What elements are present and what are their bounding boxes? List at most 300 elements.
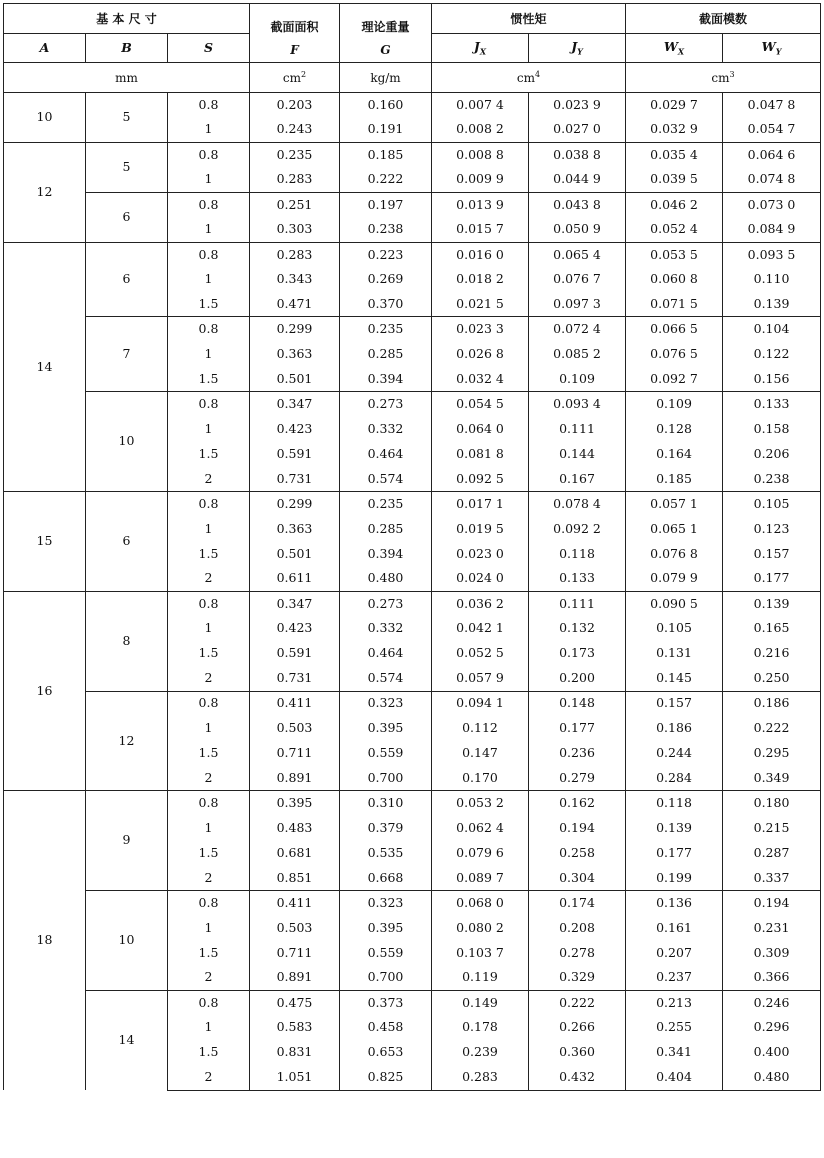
cell-G: 0.574 <box>340 467 432 492</box>
cell-G: 0.379 <box>340 816 432 841</box>
cell-Wy: 0.295 <box>723 741 821 766</box>
cell-S: 1.5 <box>168 741 250 766</box>
cell-S: 0.8 <box>168 192 250 217</box>
cell-S: 0.8 <box>168 791 250 816</box>
cell-F: 0.891 <box>250 766 340 791</box>
cell-Jx: 0.068 0 <box>432 891 529 916</box>
cell-B: 7 <box>86 317 168 392</box>
cell-Wx: 0.076 8 <box>626 541 723 566</box>
cell-Jx: 0.064 0 <box>432 417 529 442</box>
cell-G: 0.574 <box>340 666 432 691</box>
cell-B: 14 <box>86 990 168 1090</box>
weight-header <box>340 4 432 63</box>
cell-Wy: 0.110 <box>723 267 821 292</box>
cell-Jx: 0.119 <box>432 965 529 990</box>
cell-F: 0.363 <box>250 516 340 541</box>
cell-F: 0.283 <box>250 242 340 267</box>
cell-Wx: 0.177 <box>626 841 723 866</box>
cell-G: 0.273 <box>340 591 432 616</box>
cell-Wx: 0.057 1 <box>626 492 723 517</box>
cell-S: 1 <box>168 1015 250 1040</box>
cell-Wx: 0.090 5 <box>626 591 723 616</box>
cell-A: 12 <box>4 142 86 242</box>
symbol-Wy <box>723 34 821 63</box>
cell-Wx: 0.164 <box>626 442 723 467</box>
cell-Wy: 0.177 <box>723 566 821 591</box>
cell-Jx: 0.283 <box>432 1065 529 1090</box>
cell-Wy: 0.084 9 <box>723 217 821 242</box>
cell-S: 1.5 <box>168 841 250 866</box>
unit-modulus-base: cm <box>711 71 730 85</box>
cell-Jx: 0.008 2 <box>432 117 529 142</box>
cell-F: 0.483 <box>250 816 340 841</box>
unit-mm: mm <box>4 63 250 93</box>
cell-Wy: 0.073 0 <box>723 192 821 217</box>
unit-inertia <box>432 63 626 93</box>
cell-Jy: 0.177 <box>529 716 626 741</box>
cell-Wy: 0.231 <box>723 915 821 940</box>
cell-Jx: 0.024 0 <box>432 566 529 591</box>
cell-Jx: 0.057 9 <box>432 666 529 691</box>
cell-Jy: 0.027 0 <box>529 117 626 142</box>
cell-F: 0.583 <box>250 1015 340 1040</box>
unit-modulus-exp: 3 <box>729 70 735 79</box>
cell-G: 0.373 <box>340 990 432 1015</box>
cell-Wx: 0.053 5 <box>626 242 723 267</box>
cell-S: 2 <box>168 1065 250 1090</box>
cell-Wy: 0.215 <box>723 816 821 841</box>
section-properties-table <box>3 3 821 1091</box>
cell-Jx: 0.036 2 <box>432 591 529 616</box>
cell-G: 0.310 <box>340 791 432 816</box>
cell-F: 0.347 <box>250 392 340 417</box>
cell-G: 0.653 <box>340 1040 432 1065</box>
cell-F: 0.251 <box>250 192 340 217</box>
cell-Wy: 0.206 <box>723 442 821 467</box>
cell-G: 0.323 <box>340 691 432 716</box>
cell-G: 0.370 <box>340 292 432 317</box>
cell-Jy: 0.109 <box>529 367 626 392</box>
cell-F: 0.423 <box>250 417 340 442</box>
inertia-header: 惯性矩 <box>432 4 626 34</box>
cell-B: 5 <box>86 142 168 192</box>
table-row <box>4 990 821 1015</box>
cell-B: 8 <box>86 591 168 691</box>
cell-Jx: 0.008 8 <box>432 142 529 167</box>
cell-F: 0.343 <box>250 267 340 292</box>
cell-Jy: 0.076 7 <box>529 267 626 292</box>
cell-Wy: 0.186 <box>723 691 821 716</box>
cell-G: 0.559 <box>340 940 432 965</box>
cell-Jx: 0.094 1 <box>432 691 529 716</box>
cell-Jy: 0.144 <box>529 442 626 467</box>
cell-Wx: 0.136 <box>626 891 723 916</box>
cell-Jx: 0.092 5 <box>432 467 529 492</box>
cell-Wx: 0.213 <box>626 990 723 1015</box>
cell-F: 0.243 <box>250 117 340 142</box>
symbol-Wy-main: W <box>761 38 776 54</box>
cell-S: 2 <box>168 766 250 791</box>
cell-Jy: 0.360 <box>529 1040 626 1065</box>
unit-inertia-base: cm <box>516 71 536 85</box>
cell-Wx: 0.035 4 <box>626 142 723 167</box>
cell-B: 9 <box>86 791 168 891</box>
cell-Wx: 0.404 <box>626 1065 723 1090</box>
symbol-S: S <box>168 34 250 63</box>
cell-B: 10 <box>86 392 168 492</box>
cell-S: 1.5 <box>168 940 250 965</box>
cell-S: 0.8 <box>168 591 250 616</box>
cell-Wy: 0.047 8 <box>723 93 821 118</box>
cell-G: 0.235 <box>340 492 432 517</box>
symbol-A: A <box>4 34 86 63</box>
cell-B: 6 <box>86 192 168 242</box>
table-row <box>4 891 821 916</box>
cell-Jx: 0.032 4 <box>432 367 529 392</box>
cell-Wx: 0.079 9 <box>626 566 723 591</box>
cell-G: 0.160 <box>340 93 432 118</box>
symbol-Jy-main: J <box>571 38 578 54</box>
cell-Jy: 0.278 <box>529 940 626 965</box>
symbol-Jy <box>529 34 626 63</box>
cell-Wx: 0.237 <box>626 965 723 990</box>
cell-Jx: 0.023 0 <box>432 541 529 566</box>
cell-Jy: 0.167 <box>529 467 626 492</box>
header-row-1 <box>4 4 821 34</box>
cell-Jx: 0.089 7 <box>432 866 529 891</box>
cell-F: 0.283 <box>250 167 340 192</box>
cell-Wy: 0.139 <box>723 292 821 317</box>
cell-S: 1 <box>168 716 250 741</box>
cell-S: 0.8 <box>168 392 250 417</box>
cell-Wx: 0.139 <box>626 816 723 841</box>
cell-Wx: 0.065 1 <box>626 516 723 541</box>
cell-G: 0.285 <box>340 342 432 367</box>
cell-Jx: 0.009 9 <box>432 167 529 192</box>
cell-Jy: 0.258 <box>529 841 626 866</box>
cell-Wy: 0.074 8 <box>723 167 821 192</box>
cell-F: 0.711 <box>250 940 340 965</box>
cell-S: 0.8 <box>168 242 250 267</box>
cell-G: 0.269 <box>340 267 432 292</box>
cell-G: 0.235 <box>340 317 432 342</box>
cell-Wx: 0.161 <box>626 915 723 940</box>
cell-F: 0.411 <box>250 691 340 716</box>
cell-Jx: 0.013 9 <box>432 192 529 217</box>
cell-Wx: 0.066 5 <box>626 317 723 342</box>
cell-A: 15 <box>4 492 86 592</box>
cell-Wy: 0.105 <box>723 492 821 517</box>
cell-B: 6 <box>86 492 168 592</box>
table-row <box>4 242 821 267</box>
cell-F: 0.501 <box>250 367 340 392</box>
cell-S: 1.5 <box>168 541 250 566</box>
table-row <box>4 492 821 517</box>
cell-S: 1 <box>168 117 250 142</box>
cell-G: 0.825 <box>340 1065 432 1090</box>
cell-Jx: 0.026 8 <box>432 342 529 367</box>
cell-Wy: 0.054 7 <box>723 117 821 142</box>
cell-Jx: 0.019 5 <box>432 516 529 541</box>
cell-Wy: 0.165 <box>723 616 821 641</box>
cell-F: 0.503 <box>250 716 340 741</box>
cell-G: 0.559 <box>340 741 432 766</box>
cell-Jy: 0.043 8 <box>529 192 626 217</box>
cell-Wx: 0.105 <box>626 616 723 641</box>
cell-Jy: 0.208 <box>529 915 626 940</box>
cell-F: 0.851 <box>250 866 340 891</box>
cell-G: 0.464 <box>340 641 432 666</box>
cell-Wx: 0.071 5 <box>626 292 723 317</box>
cell-F: 0.423 <box>250 616 340 641</box>
cell-Jx: 0.062 4 <box>432 816 529 841</box>
cell-S: 2 <box>168 467 250 492</box>
cell-S: 1 <box>168 167 250 192</box>
cell-Wx: 0.207 <box>626 940 723 965</box>
cell-G: 0.323 <box>340 891 432 916</box>
cell-S: 2 <box>168 666 250 691</box>
cell-Wy: 0.250 <box>723 666 821 691</box>
cell-S: 0.8 <box>168 891 250 916</box>
cell-G: 0.535 <box>340 841 432 866</box>
cell-Jy: 0.097 3 <box>529 292 626 317</box>
cell-Wx: 0.109 <box>626 392 723 417</box>
modulus-header: 截面模数 <box>626 4 821 34</box>
cell-G: 0.395 <box>340 716 432 741</box>
cell-Wx: 0.284 <box>626 766 723 791</box>
cell-Jy: 0.304 <box>529 866 626 891</box>
cell-Jy: 0.266 <box>529 1015 626 1040</box>
cell-Jy: 0.078 4 <box>529 492 626 517</box>
cell-Jx: 0.170 <box>432 766 529 791</box>
table-row <box>4 791 821 816</box>
unit-area-exp: 2 <box>301 70 307 79</box>
cell-Wx: 0.145 <box>626 666 723 691</box>
cell-Wy: 0.133 <box>723 392 821 417</box>
symbol-Jy-sub: Y <box>577 46 583 57</box>
cell-F: 0.611 <box>250 566 340 591</box>
cell-Wy: 0.122 <box>723 342 821 367</box>
unit-area-base: cm <box>282 71 301 85</box>
cell-G: 0.668 <box>340 866 432 891</box>
cell-S: 0.8 <box>168 990 250 1015</box>
cell-F: 0.475 <box>250 990 340 1015</box>
cell-G: 0.273 <box>340 392 432 417</box>
cell-G: 0.223 <box>340 242 432 267</box>
cell-G: 0.700 <box>340 766 432 791</box>
cell-Jx: 0.018 2 <box>432 267 529 292</box>
unit-weight: kg/m <box>340 63 432 93</box>
cell-Jy: 0.044 9 <box>529 167 626 192</box>
cell-Jx: 0.103 7 <box>432 940 529 965</box>
cell-Jy: 0.111 <box>529 591 626 616</box>
cell-Wy: 0.222 <box>723 716 821 741</box>
cell-S: 2 <box>168 866 250 891</box>
symbol-Wy-sub: Y <box>775 46 782 57</box>
cell-S: 1 <box>168 516 250 541</box>
cell-F: 1.051 <box>250 1065 340 1090</box>
cell-G: 0.238 <box>340 217 432 242</box>
cell-S: 1 <box>168 616 250 641</box>
cell-A: 16 <box>4 591 86 791</box>
cell-Jx: 0.054 5 <box>432 392 529 417</box>
cell-Wy: 0.156 <box>723 367 821 392</box>
cell-S: 0.8 <box>168 142 250 167</box>
cell-Jy: 0.072 4 <box>529 317 626 342</box>
symbol-Jx-main: J <box>473 38 480 54</box>
cell-Wy: 0.123 <box>723 516 821 541</box>
cell-Jy: 0.038 8 <box>529 142 626 167</box>
cell-G: 0.395 <box>340 915 432 940</box>
table-row <box>4 142 821 167</box>
cell-S: 0.8 <box>168 691 250 716</box>
cell-Wx: 0.039 5 <box>626 167 723 192</box>
cell-B: 10 <box>86 891 168 991</box>
cell-Wx: 0.118 <box>626 791 723 816</box>
unit-area <box>250 63 340 93</box>
cell-G: 0.332 <box>340 616 432 641</box>
cell-Jy: 0.050 9 <box>529 217 626 242</box>
cell-F: 0.471 <box>250 292 340 317</box>
cell-Wx: 0.052 4 <box>626 217 723 242</box>
cell-Jx: 0.081 8 <box>432 442 529 467</box>
cell-G: 0.458 <box>340 1015 432 1040</box>
cell-Wy: 0.064 6 <box>723 142 821 167</box>
cell-S: 1.5 <box>168 641 250 666</box>
cell-Jx: 0.079 6 <box>432 841 529 866</box>
cell-Jx: 0.007 4 <box>432 93 529 118</box>
cell-A: 10 <box>4 93 86 143</box>
cell-F: 0.731 <box>250 666 340 691</box>
cell-Wy: 0.337 <box>723 866 821 891</box>
cell-Wy: 0.238 <box>723 467 821 492</box>
cell-Jx: 0.112 <box>432 716 529 741</box>
cell-Jx: 0.042 1 <box>432 616 529 641</box>
cell-Wy: 0.158 <box>723 417 821 442</box>
cell-Wy: 0.157 <box>723 541 821 566</box>
cell-Jx: 0.021 5 <box>432 292 529 317</box>
cell-B: 6 <box>86 242 168 317</box>
cell-Wx: 0.341 <box>626 1040 723 1065</box>
cell-G: 0.394 <box>340 367 432 392</box>
area-symbol: F <box>290 42 299 57</box>
cell-G: 0.222 <box>340 167 432 192</box>
table-row <box>4 392 821 417</box>
cell-Jy: 0.432 <box>529 1065 626 1090</box>
basic-dimensions-header: 基 本 尺 寸 <box>4 4 250 34</box>
cell-Wy: 0.309 <box>723 940 821 965</box>
cell-Jx: 0.017 1 <box>432 492 529 517</box>
cell-Wy: 0.139 <box>723 591 821 616</box>
cell-Wx: 0.244 <box>626 741 723 766</box>
cell-Jy: 0.133 <box>529 566 626 591</box>
unit-inertia-exp: 4 <box>535 70 541 79</box>
cell-Jy: 0.222 <box>529 990 626 1015</box>
cell-S: 1.5 <box>168 292 250 317</box>
cell-Jy: 0.023 9 <box>529 93 626 118</box>
cell-G: 0.285 <box>340 516 432 541</box>
cell-Wy: 0.400 <box>723 1040 821 1065</box>
cell-Jy: 0.085 2 <box>529 342 626 367</box>
cell-Wx: 0.046 2 <box>626 192 723 217</box>
cell-Jy: 0.329 <box>529 965 626 990</box>
cell-S: 1.5 <box>168 1040 250 1065</box>
cell-B: 12 <box>86 691 168 791</box>
cell-F: 0.235 <box>250 142 340 167</box>
cell-S: 1 <box>168 267 250 292</box>
cell-F: 0.203 <box>250 93 340 118</box>
cell-Jy: 0.236 <box>529 741 626 766</box>
cell-Wy: 0.366 <box>723 965 821 990</box>
cell-F: 0.303 <box>250 217 340 242</box>
cell-S: 0.8 <box>168 492 250 517</box>
cell-F: 0.363 <box>250 342 340 367</box>
cell-Jy: 0.111 <box>529 417 626 442</box>
cell-Wx: 0.199 <box>626 866 723 891</box>
cell-Jy: 0.279 <box>529 766 626 791</box>
symbol-Jx-sub: X <box>479 46 487 57</box>
cell-G: 0.480 <box>340 566 432 591</box>
symbol-Wx <box>626 34 723 63</box>
cell-F: 0.503 <box>250 915 340 940</box>
cell-S: 2 <box>168 566 250 591</box>
cell-G: 0.332 <box>340 417 432 442</box>
cell-Wy: 0.104 <box>723 317 821 342</box>
cell-Wx: 0.128 <box>626 417 723 442</box>
unit-modulus <box>626 63 821 93</box>
cell-A: 14 <box>4 242 86 491</box>
table-row <box>4 591 821 616</box>
cell-Wx: 0.131 <box>626 641 723 666</box>
cell-G: 0.464 <box>340 442 432 467</box>
cell-Wy: 0.216 <box>723 641 821 666</box>
cell-Wx: 0.185 <box>626 467 723 492</box>
cell-F: 0.299 <box>250 492 340 517</box>
cell-F: 0.681 <box>250 841 340 866</box>
cell-S: 0.8 <box>168 93 250 118</box>
cell-F: 0.299 <box>250 317 340 342</box>
cell-Jy: 0.132 <box>529 616 626 641</box>
cell-F: 0.395 <box>250 791 340 816</box>
table-row <box>4 192 821 217</box>
cell-Wx: 0.060 8 <box>626 267 723 292</box>
cell-S: 1 <box>168 342 250 367</box>
weight-label: 理论重量 <box>361 19 410 34</box>
cell-Jy: 0.200 <box>529 666 626 691</box>
cell-Wy: 0.180 <box>723 791 821 816</box>
cell-Jy: 0.194 <box>529 816 626 841</box>
cell-S: 1 <box>168 417 250 442</box>
header-row-units <box>4 63 821 93</box>
symbol-Wx-main: W <box>663 38 678 54</box>
cell-Jx: 0.015 7 <box>432 217 529 242</box>
cell-F: 0.347 <box>250 591 340 616</box>
cell-Jx: 0.149 <box>432 990 529 1015</box>
cell-Wy: 0.194 <box>723 891 821 916</box>
cell-Wx: 0.032 9 <box>626 117 723 142</box>
cell-Jx: 0.053 2 <box>432 791 529 816</box>
area-label: 截面面积 <box>270 19 319 34</box>
table-row <box>4 93 821 118</box>
cell-Jy: 0.162 <box>529 791 626 816</box>
weight-symbol: G <box>380 42 391 57</box>
cell-Jx: 0.178 <box>432 1015 529 1040</box>
table-row <box>4 317 821 342</box>
cell-Wx: 0.092 7 <box>626 367 723 392</box>
cell-G: 0.394 <box>340 541 432 566</box>
table-row <box>4 691 821 716</box>
cell-F: 0.411 <box>250 891 340 916</box>
